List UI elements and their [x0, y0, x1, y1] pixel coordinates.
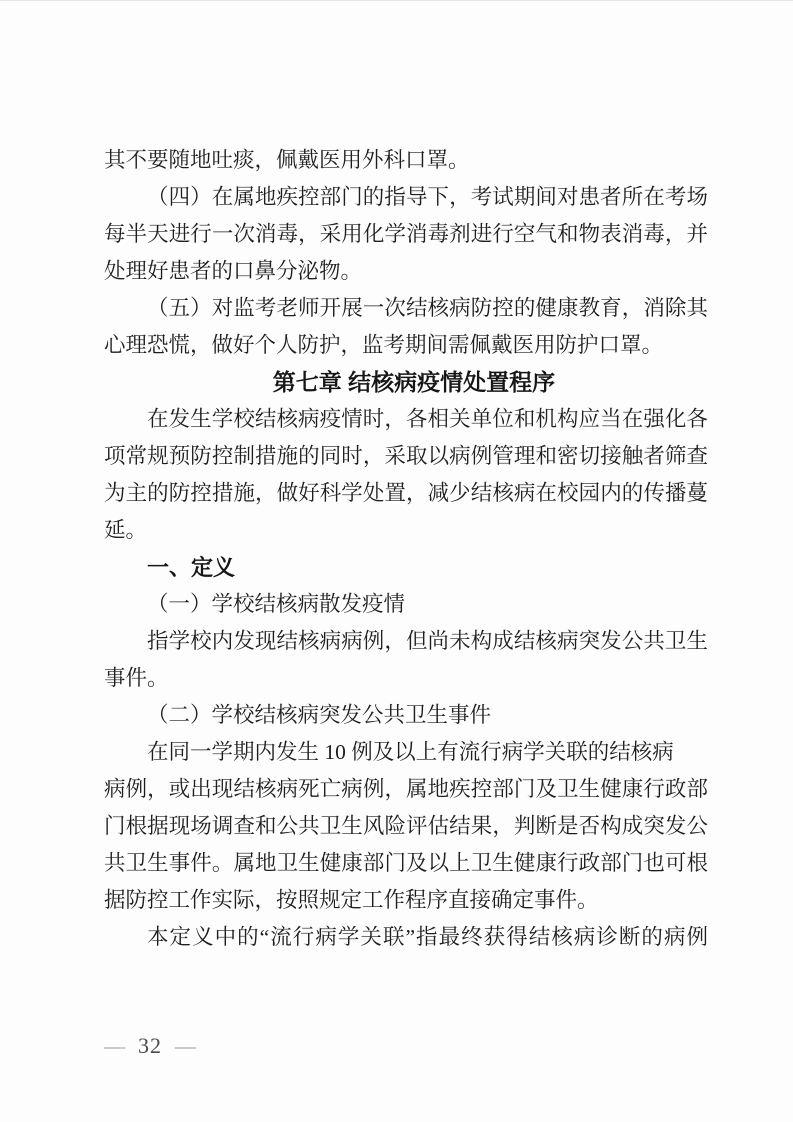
- body-text: [104, 142, 708, 956]
- section-heading: 一、定义: [147, 555, 236, 580]
- text-line: 指学校内发现结核病病例，但尚未构成结核病突发公共卫生: [147, 629, 708, 653]
- text-line: 本定义中的“流行病学关联”指最终获得结核病诊断的病例: [147, 925, 708, 949]
- page-footer: [104, 1027, 196, 1065]
- scan-edge-artifact: [0, 0, 793, 1]
- text-line: （四）在属地疾控部门的指导下，考试期间对患者所在考场: [147, 185, 708, 209]
- text-line: 在发生学校结核病疫情时，各相关单位和机构应当在强化各: [147, 407, 708, 431]
- text-line: （一）学校结核病散发疫情: [147, 592, 406, 616]
- text-line: 延。: [104, 518, 148, 542]
- text-line: 门根据现场调查和公共卫生风险评估结果，判断是否构成突发公: [104, 814, 708, 838]
- text-line: 据防控工作实际，按照规定工作程序直接确定事件。: [104, 888, 599, 912]
- text-line: 其不要随地吐痰，佩戴医用外科口罩。: [104, 148, 470, 172]
- text-line: 心理恐慌，做好个人防护，监考期间需佩戴医用防护口罩。: [104, 333, 664, 357]
- text-line: 病例，或出现结核病死亡病例，属地疾控部门及卫生健康行政部: [104, 777, 708, 801]
- chapter-heading: 第七章 结核病疫情处置程序: [272, 369, 556, 395]
- text-line: 项常规预防控制措施的同时，采取以病例管理和密切接触者筛查: [104, 444, 708, 468]
- text-line: 每半天进行一次消毒，采用化学消毒剂进行空气和物表消毒，并: [104, 222, 708, 246]
- text-line: 在同一学期内发生 10 例及以上有流行病学关联的结核病: [147, 740, 674, 764]
- page-number-dash-right: —: [175, 1034, 196, 1058]
- text-line: 事件。: [104, 666, 169, 690]
- text-line: 为主的防控措施，做好科学处置，减少结核病在校园内的传播蔓: [104, 481, 708, 505]
- text-line: 共卫生事件。属地卫生健康部门及以上卫生健康行政部门也可根: [104, 851, 708, 875]
- text-line: （二）学校结核病突发公共卫生事件: [147, 703, 492, 727]
- text-line: （五）对监考老师开展一次结核病防控的健康教育，消除其: [147, 296, 708, 320]
- page-number-dash-left: —: [104, 1034, 125, 1058]
- text-line: 处理好患者的口鼻分泌物。: [104, 259, 363, 283]
- page-number: 32: [138, 1033, 162, 1058]
